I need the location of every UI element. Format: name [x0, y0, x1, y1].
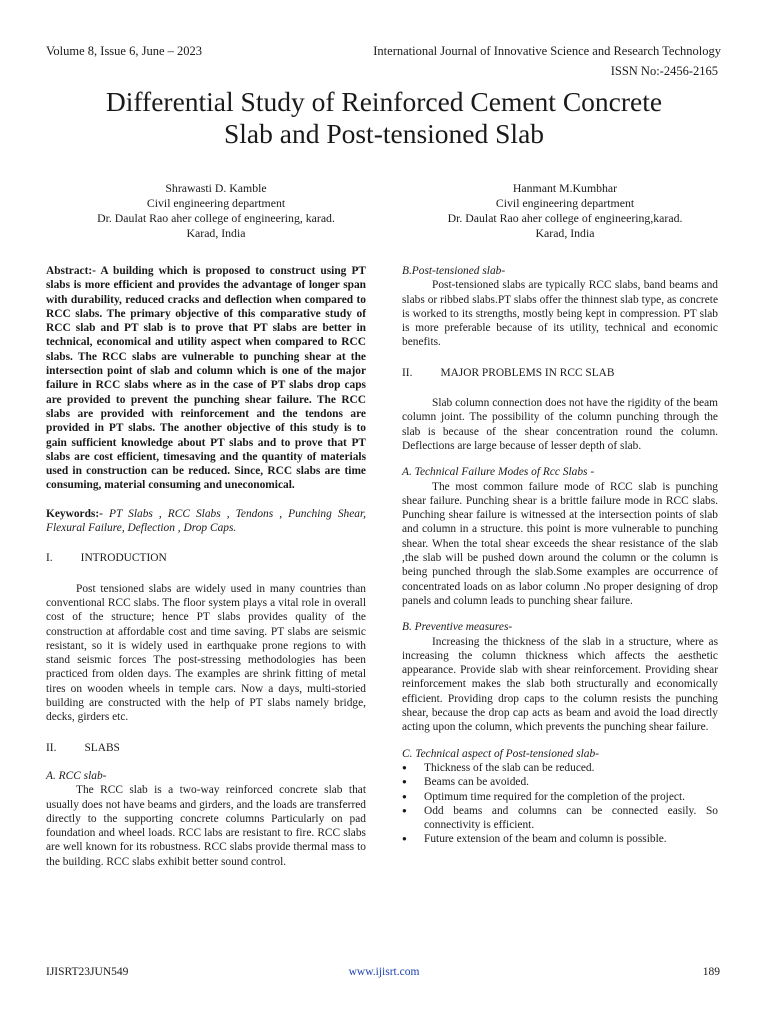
author-name: Shrawasti D. Kamble: [165, 181, 267, 195]
section-number: I.: [46, 552, 53, 565]
abstract: Abstract:- A building which is proposed to construct using PT slabs is more efficient and provides the advantage of longer span with durability, reduced cracks and deflection when compared to RCC slabs. The primary objective of this comparative study of RCC slab and PT slab is to prove that PT slabs are better in technical, economical and utility aspect when compared to RCC slabs. The RCC slabs are vulnerable to punching shear at the intersection point of slab and column which is one of the major failure in RCC slabs where as in the case of PT slabs drop caps are provided to prevent the punching shear failure. The RCC slabs are provided with reinforcement and the tendons are provided in PT slabs. The another objective of this study is to gain sufficient knowledge about PT slabs and to prove that PT slabs are cost efficient, timesaving and the quantity of materials used in construction can be reduced. Since, RCC slabs are time consuming, material consuming and uneconomical.: [46, 265, 366, 492]
list-item: ● Future extension of the beam and column is possible.: [402, 832, 718, 846]
author-college: Dr. Daulat Rao aher college of engineering, karad.: [97, 211, 335, 225]
section-heading-major-problems: [402, 366, 718, 380]
journal-url-link[interactable]: www.ijisrt.com: [348, 966, 420, 978]
preventive-measures-text: Increasing the thickness of the slab in a structure, where as increasing the column thickness which affects the aesthetic appearance. Provide slab with shear reinforcement. Providing shear reinforcement makes the slab both structurally and economically efficient. Providing drop caps to the column resists the punching shear, because the drop cap acts as beam and avoid the load directly acting upon the column, which prevents the punching shear failure.: [402, 635, 718, 734]
author-college: Dr. Daulat Rao aher college of engineering,karad.: [447, 211, 683, 225]
author-block-2: [395, 181, 735, 241]
journal-name: International Journal of Innovative Science and Research Technology: [373, 44, 721, 58]
introduction-text: Post tensioned slabs are widely used in many countries than conventional RCC slabs. The floor system plays a vital role in overall cost of the structure; hence PT slabs provides quality of the construction at affordable cost and time saving. PT slabs are seismic resistant, so it is widely used in earthquake prone regions to with stand seismic forces The post-stressing methodologies has been practiced from olden days. The examples are shrink fitting of metal tires on wooden wheels in temple cars. Now a days, multi-storied building are constructed with the help of PT slabs namely bridge, decks, girders etc.: [46, 582, 366, 724]
list-item: ● Thickness of the slab can be reduced.: [402, 761, 718, 775]
subsection-technical-aspect: C. Technical aspect of Post-tensioned slab-: [402, 747, 599, 760]
keywords-label: Keywords:-: [46, 507, 103, 520]
author-location: Karad, India: [535, 226, 595, 240]
section-heading-slabs: [46, 741, 366, 755]
author-location: Karad, India: [186, 226, 246, 240]
section-title: INTRODUCTION: [80, 552, 167, 565]
rcc-slab-text: The RCC slab is a two-way reinforced concrete slab that usually does not have beams and girders, and the loads are transferred directly to the supporting concrete columns Particularly on pad foundation and wheel loads. RCC labs are resistant to fire. RCC slabs are well known for its robustness. RCC slabs provide thermal mass to the building. RCC slabs exhibit better sound control.: [46, 784, 366, 868]
subsection-pt-slab: B.Post-tensioned slab-: [402, 265, 506, 277]
title-line-2: Slab and Post-tensioned Slab: [223, 118, 545, 149]
author-dept: Civil engineering department: [495, 196, 635, 210]
pt-slab-text: Post-tensioned slabs are typically RCC slabs, band beams and slabs or ribbed slabs.PT slabs offer the thinnest slab type, as concrete is worked to its strengths, mostly being kept in compression. PT slab is more preferable because of its utility, technical and economic benefits.: [402, 279, 718, 349]
list-item: ● Odd beams and columns can be connected easily. So connectivity is efficient.: [402, 804, 718, 833]
failure-modes-text: The most common failure mode of RCC slab is punching shear failure. Punching shear is a brittle failure mode in RCC slabs. Punching shear failure is witnessed at the intersection points of slab and column in a structure. this point is more vulnerable to punching shear. When the total shear exceeds the shear resistance of the slab ,the slab will be pushed down around the column or the column is being punched through the slab.Some examples are occurrence of concentrated loads on as labor column .No proper designing of drop panels and column leads to punching shear failure.: [402, 480, 718, 607]
paper-code: IJISRT23JUN549: [46, 966, 129, 978]
page-number: 189: [702, 966, 720, 978]
left-column: [46, 264, 366, 869]
title-line-1: Differential Study of Reinforced Cement Concrete: [105, 86, 663, 117]
author-block-1: [46, 181, 386, 241]
volume-info: Volume 8, Issue 6, June – 2023: [46, 44, 203, 58]
section-number: II.: [46, 741, 57, 754]
section-number: II.: [402, 366, 413, 379]
subsection-rcc-slab: A. RCC slab-: [46, 769, 107, 782]
subsection-failure-modes: A. Technical Failure Modes of Rcc Slabs -: [402, 466, 595, 479]
section-heading-introduction: [46, 551, 366, 565]
keywords-text: PT Slabs , RCC Slabs , Tendons , Punching Shear, Flexural Failure, Deflection , Drop Caps.: [46, 507, 366, 535]
keywords: [46, 507, 366, 536]
issn: ISSN No:-2456-2165: [610, 64, 718, 78]
author-name: Hanmant M.Kumbhar: [512, 181, 618, 195]
list-item: ● Beams can be avoided.: [402, 775, 718, 789]
major-problems-text: Slab column connection does not have the rigidity of the beam column joint. The possibility of the column punching through the slab is because of the shear concentration round the column. Deflections are large because of lesser depth of slab.: [402, 397, 718, 452]
paper-title: [0, 86, 768, 150]
author-dept: Civil engineering department: [146, 196, 286, 210]
technical-aspect-list: [402, 761, 718, 847]
section-title: MAJOR PROBLEMS IN RCC SLAB: [440, 366, 615, 379]
right-column: [402, 264, 718, 847]
subsection-preventive-measures: B. Preventive measures-: [402, 621, 513, 634]
section-title: SLABS: [84, 741, 120, 754]
list-item: ● Optimum time required for the completion of the project.: [402, 790, 718, 804]
